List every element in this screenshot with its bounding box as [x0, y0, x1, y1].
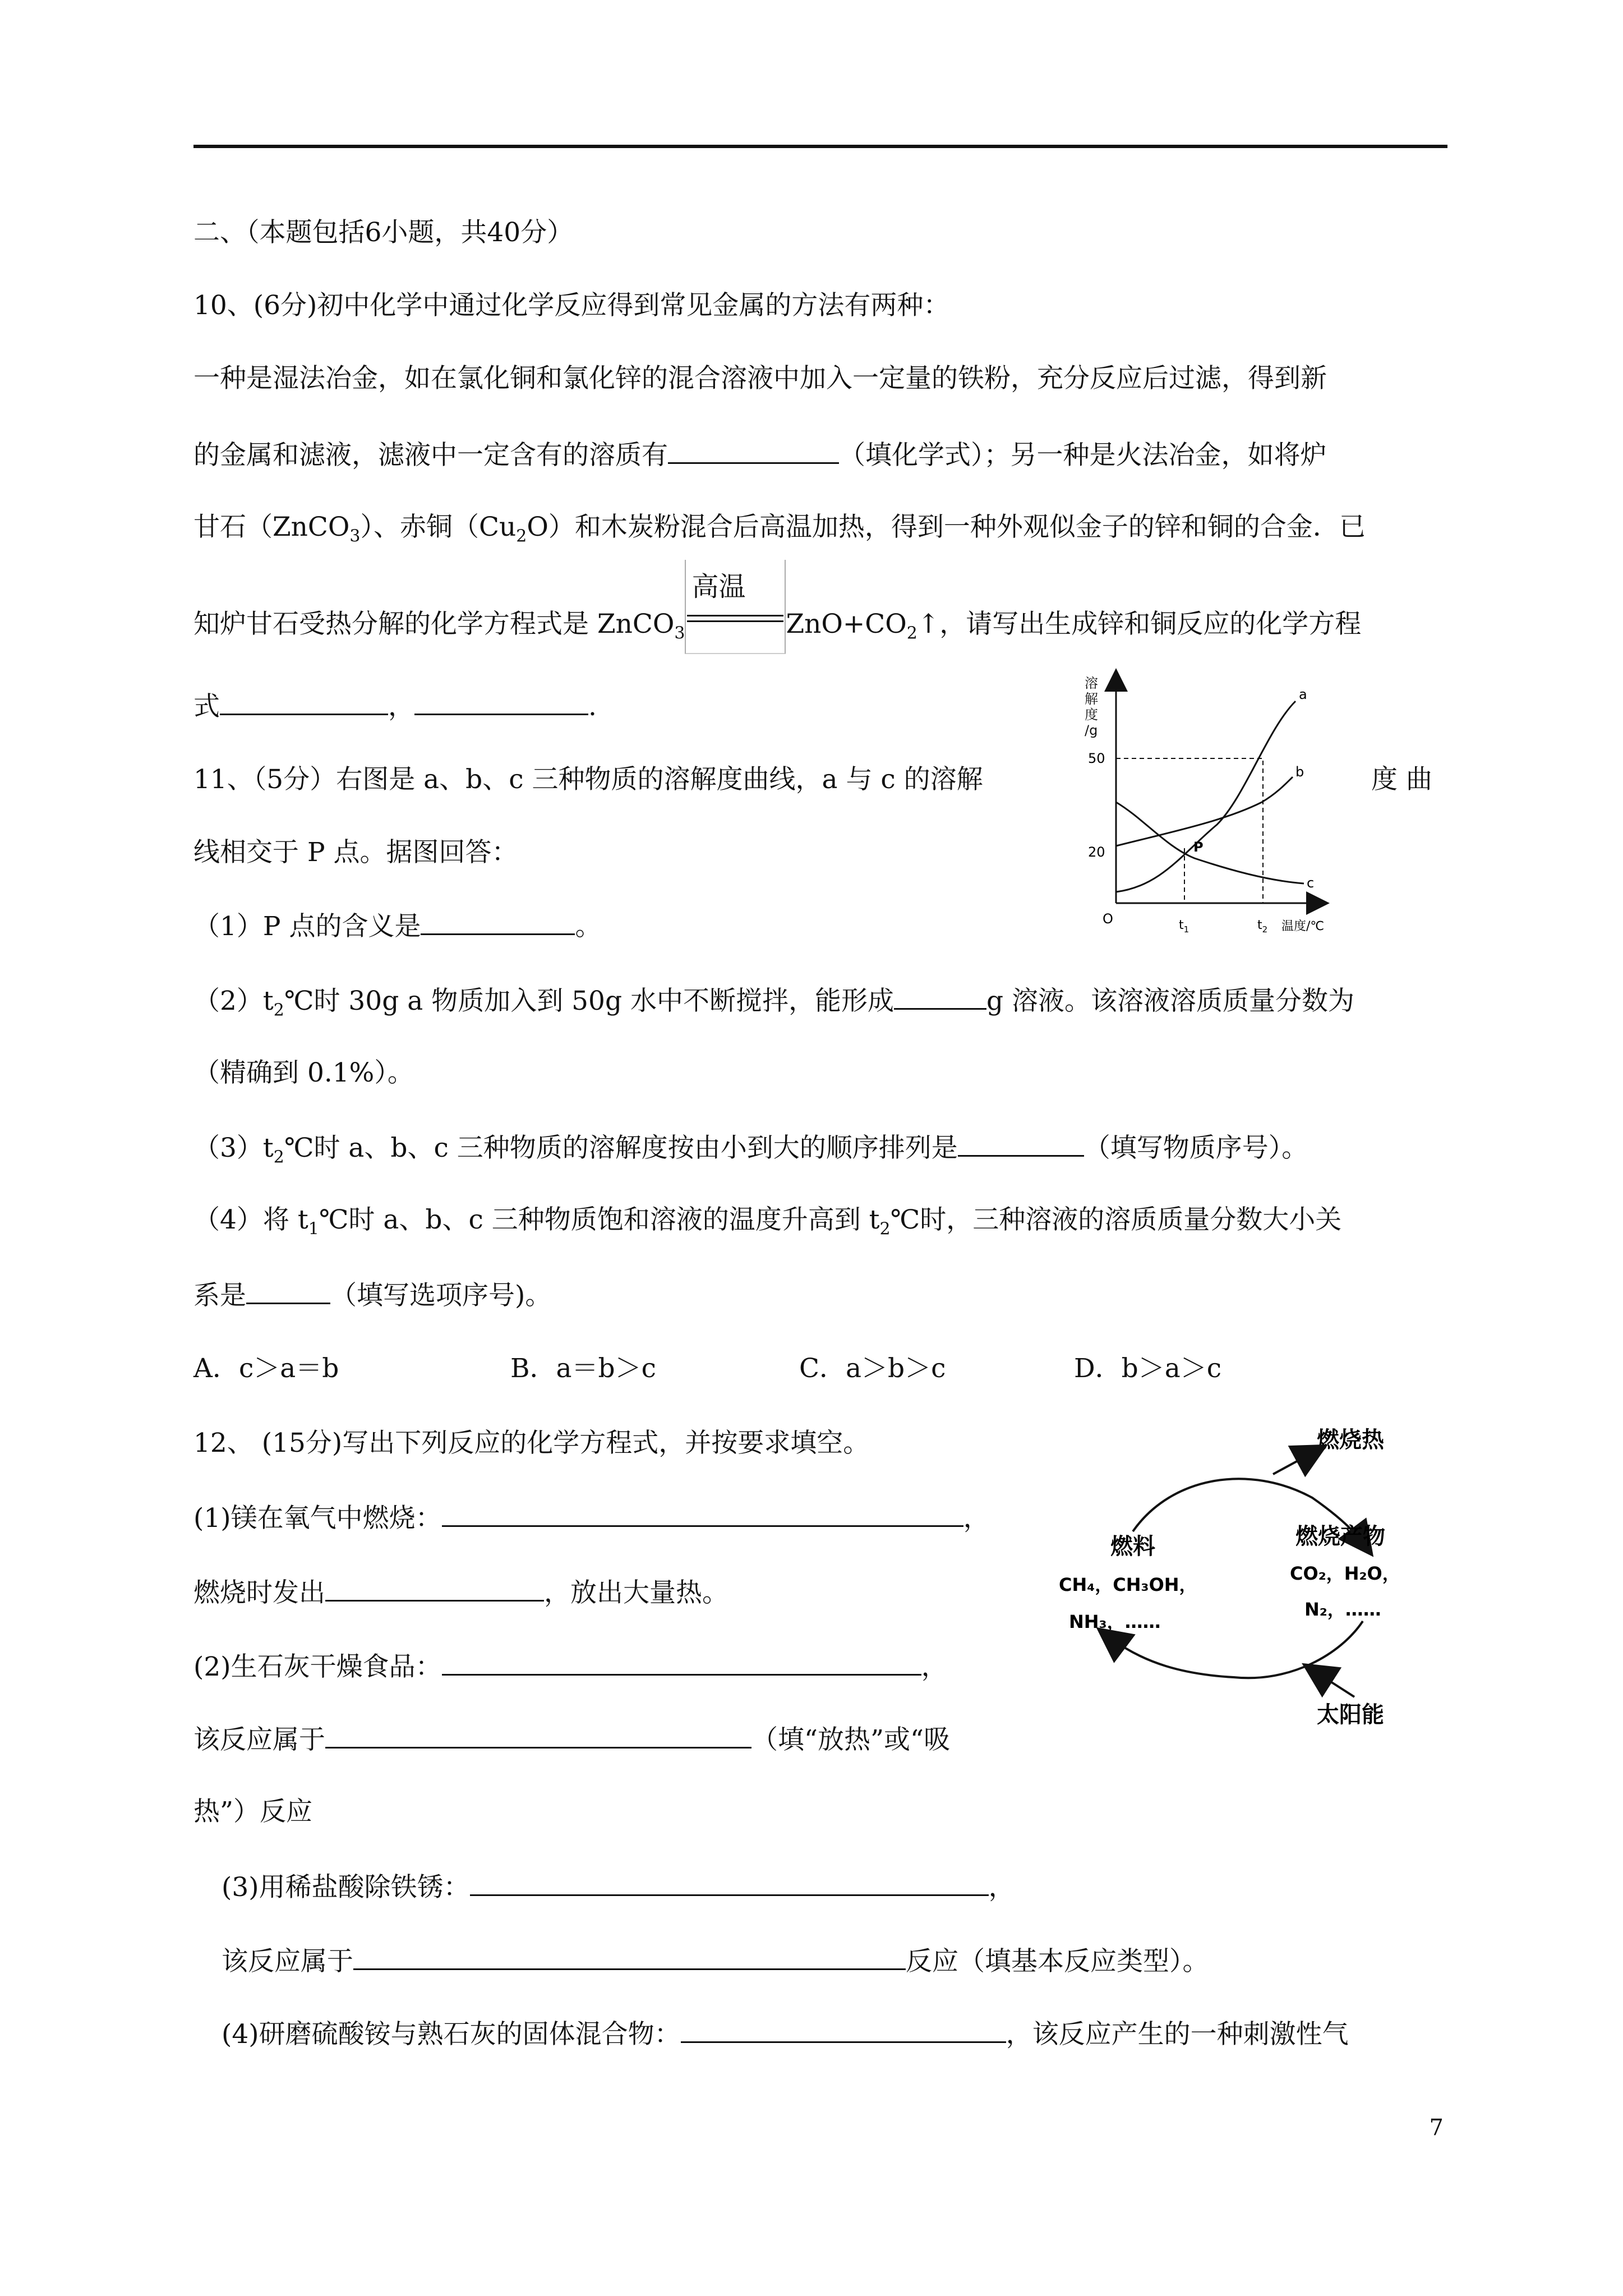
answer-blank[interactable] [421, 909, 575, 935]
answer-blank[interactable] [681, 2017, 1006, 2043]
answer-blank[interactable] [442, 1649, 921, 1676]
q10-line2: 的金属和滤液，滤液中一定含有的溶质有 （填化学式）；另一种是火法冶金，如将炉 [193, 438, 1327, 472]
answer-blank[interactable] [414, 689, 588, 715]
answer-blank[interactable] [894, 983, 986, 1010]
option-b: B．a＝b＞c [510, 1353, 656, 1384]
product-examples-1: CO₂，H₂O， [1290, 1563, 1400, 1584]
option-a: A．c＞a＝b [193, 1353, 339, 1384]
option-d: D．b＞a＞c [1074, 1353, 1222, 1384]
option-c: C．a＞b＞c [799, 1353, 946, 1384]
q11-part2: $(2)t_2℃$时 30g a 物质加入到 50g 水中不断搅拌，能形成 g 溶液。该溶液溶质质量分数为 [193, 983, 1354, 1027]
q10-title: 10、(6分)初中化学中通过化学反应得到常见金属的方法有两种： [193, 290, 950, 321]
q12-part4: (4)研磨硫酸铵与熟石灰的固体混合物： ，该反应产生的一种刺激性气 [222, 2017, 1349, 2051]
q11-part2-cont: （精确到 0.1%）。 [193, 1057, 414, 1088]
q12-part3: (3)用稀盐酸除铁锈： ， [222, 1870, 1015, 1904]
y-axis-label [1085, 675, 1098, 738]
svg-text:溶: 溶 [1085, 675, 1098, 691]
svg-text:/g: /g [1085, 723, 1098, 738]
q11-part4: （4）将 $t_1℃$时 a、b、c 三种物质饱和溶液的温度升高到 $t_2℃$时，三种溶液的溶质质量分数大小关 [193, 1204, 1342, 1239]
ref-line-50 [1116, 758, 1263, 903]
q10-line1: 一种是湿法冶金，如在氯化铜和氯化锌的混合溶液中加入一定量的铁粉，充分反应后过滤，得到新 [193, 363, 1327, 394]
curve-a [1116, 701, 1295, 892]
q10-line4: 知炉甘石受热分解的化学方程式是 ZnCO$_3$ 高温 $ZnO+CO_2↑$，请写出生成锌和铜反应的化学方程 [193, 599, 1361, 650]
q11-part4-cont: 系是 （填写选项序号)。 [193, 1278, 551, 1313]
answer-blank[interactable] [958, 1130, 1084, 1157]
y-tick-20: 20 [1088, 844, 1105, 860]
answer-blank[interactable] [220, 689, 388, 715]
page-number: 7 [1429, 2115, 1444, 2141]
solar-arrow [1317, 1673, 1354, 1697]
svg-text:解: 解 [1085, 691, 1098, 707]
combustion-heat-label: 燃烧热 [1317, 1427, 1384, 1453]
curve-c [1116, 802, 1304, 884]
answer-blank[interactable] [325, 1575, 544, 1602]
answer-blank[interactable] [442, 1501, 963, 1527]
q12-part2-cont: 该反应属于 （填“放热”或“吸 [193, 1722, 950, 1757]
q12-part1: (1)镁在氧气中燃烧： ， [193, 1501, 990, 1535]
combustion-products-label: 燃烧产物 [1295, 1524, 1385, 1549]
q11-line1a: 11、（5分）右图是 a、b、c 三种物质的溶解度曲线，a 与 c 的溶解 [193, 764, 983, 795]
q12-title: 12、 (15分)写出下列反应的化学方程式，并按要求填空。 [193, 1428, 870, 1458]
answer-blank[interactable] [325, 1722, 751, 1749]
curve-b-label: b [1295, 764, 1304, 780]
heat-arrow [1273, 1453, 1312, 1474]
q12-part1-cont: 燃烧时发出 ，放出大量热。 [193, 1575, 728, 1610]
solar-energy-label: 太阳能 [1317, 1702, 1384, 1728]
q12-part3-cont: 该反应属于 反应（填基本反应类型）。 [222, 1944, 1209, 1978]
curve-c-label: c [1307, 875, 1315, 891]
answer-blank[interactable] [668, 438, 839, 464]
q10-line5: 式 ， . [193, 689, 597, 724]
answer-blank[interactable] [470, 1870, 989, 1896]
fuel-examples-2: NH₃，…… [1069, 1611, 1161, 1632]
origin-label: O [1103, 911, 1113, 927]
q11-part1: （1）P 点的含义是 。 [193, 909, 601, 944]
product-examples-2: N₂，…… [1304, 1599, 1381, 1620]
solubility-graph [1082, 668, 1346, 942]
answer-blank[interactable] [353, 1944, 906, 1970]
x-tick-t2: $t_2$ [1257, 918, 1268, 935]
svg-text:度: 度 [1085, 707, 1098, 723]
curve-a-label: a [1299, 687, 1307, 702]
q12-part2-end: 热”）反应 [193, 1796, 313, 1827]
q10-line3: 甘石（ZnCO$_3$）、赤铜$(Cu_2O)$和木炭粉混合后高温加热，得到一种外观似金子的锌和铜的合金．已 [193, 512, 1366, 546]
section-header: 二、（本题包括6小题，共40分） [193, 217, 574, 248]
point-p-label: P [1193, 839, 1204, 855]
q12-part2: (2)生石灰干燥食品： ， [193, 1649, 948, 1684]
fuel-label: 燃料 [1110, 1534, 1155, 1559]
q11-line2: 线相交于 P 点。据图回答： [193, 837, 518, 868]
q11-line1b: 度 曲 [1371, 764, 1432, 795]
fuel-cycle-diagram [1049, 1414, 1424, 1739]
x-tick-t1: $t_1$ [1179, 918, 1189, 935]
header-rule [193, 145, 1447, 148]
q11-part3: $(3)t_2℃$时 a、b、c 三种物质的溶解度按由小到大的顺序排列是 （填写物质序号）。 [193, 1130, 1308, 1174]
answer-blank[interactable] [246, 1278, 330, 1304]
x-axis-label: 温度/℃ [1281, 919, 1325, 933]
y-tick-50: 50 [1088, 751, 1105, 766]
reaction-condition: 高温 [685, 599, 786, 633]
fuel-examples-1: CH₄，CH₃OH， [1059, 1574, 1197, 1595]
